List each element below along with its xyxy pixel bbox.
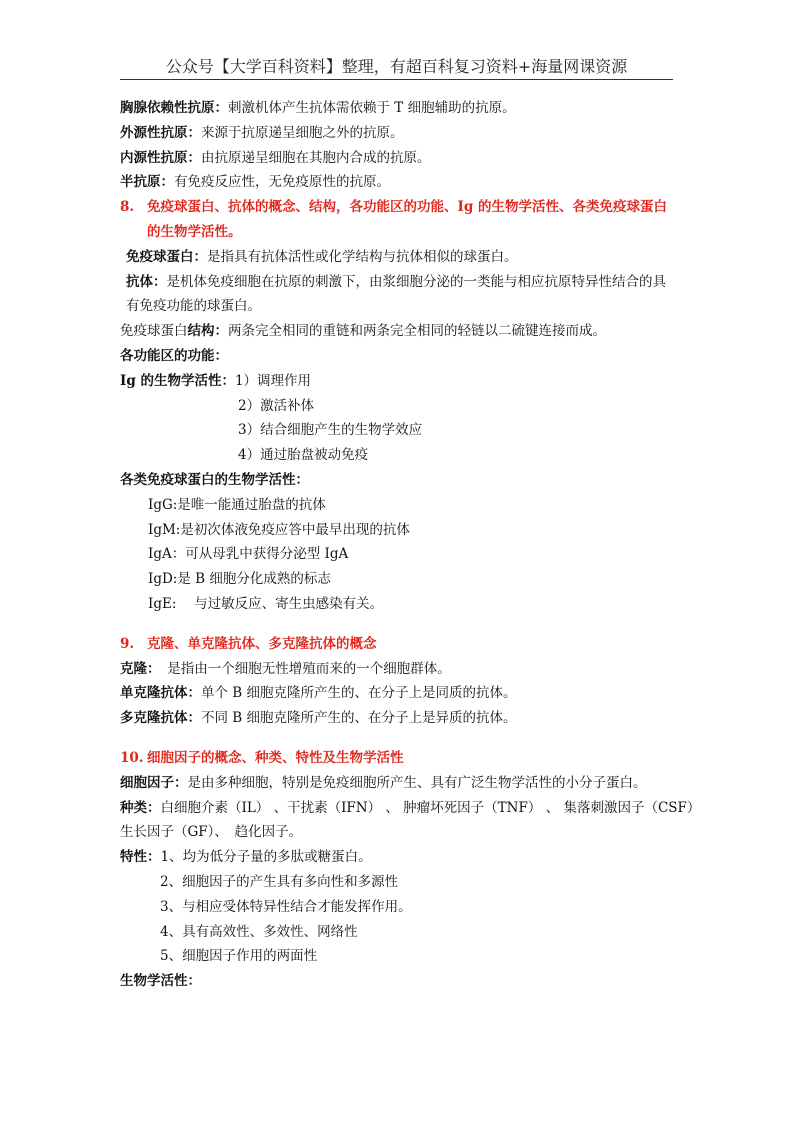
definition-term: 种类： xyxy=(120,799,161,816)
spacer xyxy=(120,731,676,746)
definition-text: 是指具有抗体活性或化学结构与抗体相似的球蛋白。 xyxy=(207,248,518,265)
section-8-heading xyxy=(120,195,676,245)
definition-hapten xyxy=(120,170,676,195)
definition-text: 是机体免疫细胞在抗原的刺激下，由浆细胞分泌的一类能与相应抗原特异性结合的具有免疫功能的球蛋白。 xyxy=(126,273,666,315)
section-10-heading xyxy=(120,746,676,771)
list-item: IgM:是初次体液免疫应答中最早出现的抗体 xyxy=(148,521,410,538)
list-item: 2、细胞因子的产生具有多向性和多源性 xyxy=(160,873,399,890)
cytokine-properties xyxy=(120,845,676,870)
list-item: 5、细胞因子作用的两面性 xyxy=(160,948,318,965)
section-title: 克隆、单克隆抗体、多克隆抗体的概念 xyxy=(147,635,377,652)
list-item: IgE: 与过敏反应、寄生虫感染有关。 xyxy=(148,595,384,612)
section-number: 8. xyxy=(120,199,135,216)
page-header: 公众号【大学百科资料】整理，有超百科复习资料+海量网课资源 xyxy=(165,57,628,76)
definition-text: 不同 B 细胞克隆所产生的、在分子上是异质的抗体。 xyxy=(201,710,517,727)
header-divider xyxy=(120,79,673,80)
definition-term: 结构： xyxy=(187,323,228,340)
subsection-label: 特性： xyxy=(120,849,161,866)
definition-term: 半抗原： xyxy=(120,174,174,191)
definition-text: 两条完全相同的重链和两条完全相同的轻链以二硫键连接而成。 xyxy=(228,323,606,340)
definition-ig-structure xyxy=(120,319,676,344)
list-item: 3）结合细胞产生的生物学效应 xyxy=(238,422,423,439)
definition-text: 是指由一个细胞无性增殖而来的一个细胞群体。 xyxy=(153,660,451,677)
list-item: 2）激活补体 xyxy=(238,397,315,414)
definition-cytokine xyxy=(120,771,676,796)
list-item: 4）通过胎盘被动免疫 xyxy=(238,447,369,464)
section-number: 9. xyxy=(120,635,135,652)
definition-text: 是由多种细胞，特别是免疫细胞所产生、具有广泛生物学活性的小分子蛋白。 xyxy=(187,774,647,791)
definition-polyclonal-antibody xyxy=(120,706,676,731)
definition-endogenous-antigen xyxy=(120,146,676,171)
definition-thymus-dependent-antigen xyxy=(120,96,676,121)
definition-term: 免疫球蛋白： xyxy=(126,248,207,265)
definition-text: 白细胞介素（IL） 、干扰素（IFN） 、 肿瘤坏死因子（TNF） 、 集落刺激因子（CSF） xyxy=(160,799,701,816)
definition-term: 多克隆抗体： xyxy=(120,710,201,727)
section-title: 免疫球蛋白、抗体的概念、结构，各功能区的功能、Ig 的生物学活性、各类免疫球蛋白的生物学活性。 xyxy=(147,199,667,240)
list-item: 4、具有高效性、多效性、网络性 xyxy=(160,923,358,940)
list-item: 3、与相应受体特异性结合才能发挥作用。 xyxy=(160,898,412,915)
domains-label: 各功能区的功能： xyxy=(120,347,228,364)
definition-antibody xyxy=(120,270,676,320)
definition-term: 外源性抗原： xyxy=(120,124,201,141)
definition-term: 胸腺依赖性抗原： xyxy=(120,100,228,116)
definition-text: 刺激机体产生抗体需依赖于 T 细胞辅助的抗原。 xyxy=(228,100,516,116)
ig-classes-label: 各类免疫球蛋白的生物学活性： xyxy=(120,471,309,488)
definition-text: 来源于抗原递呈细胞之外的抗原。 xyxy=(201,124,404,141)
definition-text: 有免疫反应性，无免疫原性的抗原。 xyxy=(174,174,390,191)
definition-term: 克隆： xyxy=(120,660,154,677)
list-item: IgD:是 B 细胞分化成熟的标志 xyxy=(148,571,331,588)
definition-term: 内源性抗原： xyxy=(120,149,201,166)
section-9-heading xyxy=(120,632,676,657)
definition-clone xyxy=(120,657,676,682)
list-item: 1）调理作用 xyxy=(234,372,312,389)
document-body xyxy=(120,96,701,994)
definition-term: 单克隆抗体： xyxy=(120,685,201,702)
definition-prefix: 免疫球蛋白 xyxy=(120,323,188,340)
ig-bio-activity xyxy=(120,369,676,394)
cytokine-kinds xyxy=(120,796,701,821)
section-number: 10. xyxy=(120,749,144,766)
definition-monoclonal-antibody xyxy=(120,681,676,706)
section-title: 细胞因子的概念、种类、特性及生物学活性 xyxy=(147,749,404,766)
cytokine-kinds-continued: 生长因子（GF）、 趋化因子。 xyxy=(120,824,303,841)
subsection-label: Ig 的生物学活性： xyxy=(120,372,235,389)
definition-text: 单个 B 细胞克隆所产生的、在分子上是同质的抗体。 xyxy=(201,685,517,702)
list-item: 1、均为低分子量的多肽或糖蛋白。 xyxy=(160,849,372,866)
spacer xyxy=(120,617,676,632)
list-item: IgG:是唯一能通过胎盘的抗体 xyxy=(148,496,326,513)
list-item: IgA：可从母乳中获得分泌型 IgA xyxy=(148,546,349,563)
definition-immunoglobulin xyxy=(120,245,676,270)
definition-text: 由抗原递呈细胞在其胞内合成的抗原。 xyxy=(201,149,431,166)
definition-term: 抗体： xyxy=(126,273,167,290)
cytokine-bio-activity-label: 生物学活性： xyxy=(120,973,201,990)
definition-term: 细胞因子： xyxy=(120,774,188,791)
definition-exogenous-antigen xyxy=(120,121,676,146)
